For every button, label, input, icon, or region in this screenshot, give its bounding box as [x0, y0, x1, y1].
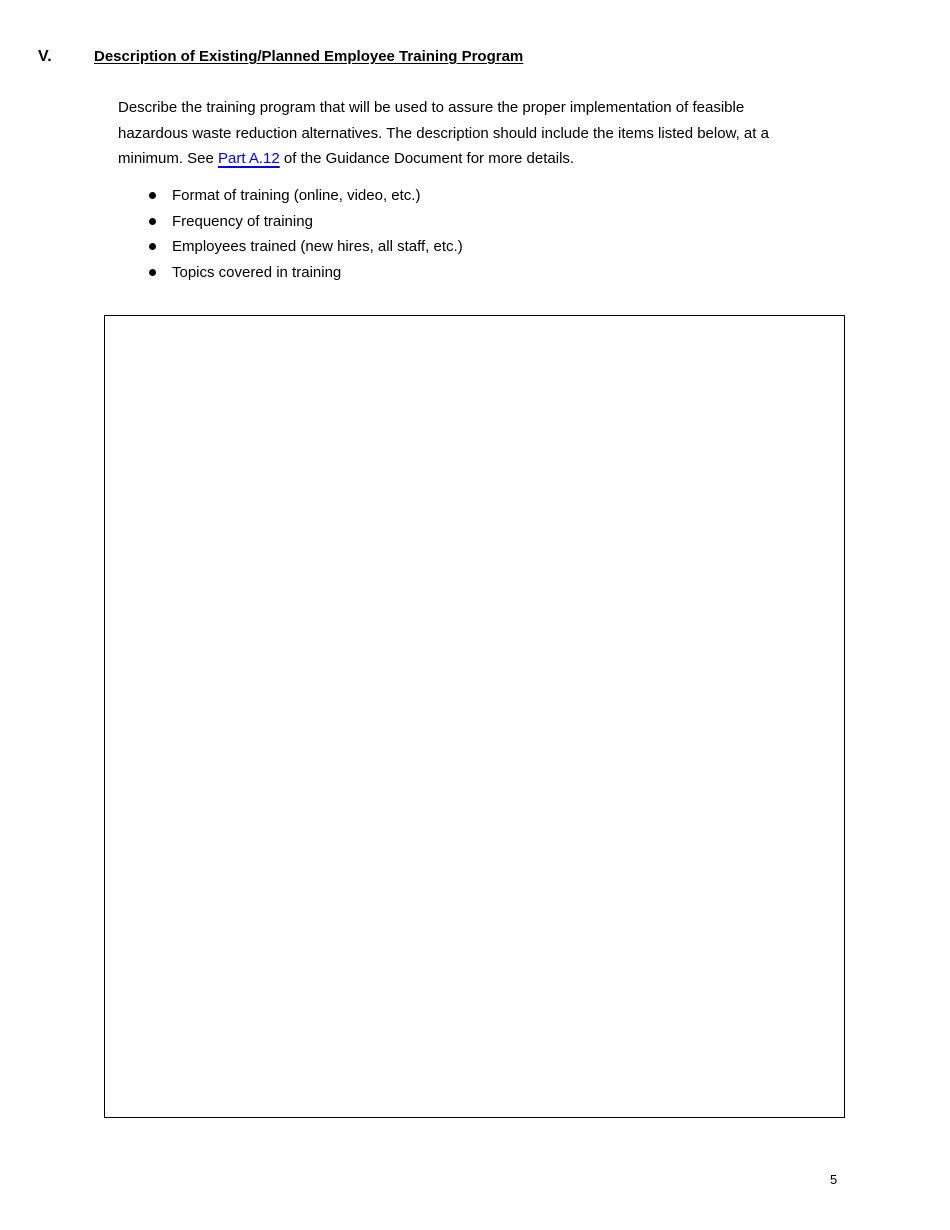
list-item [118, 209, 463, 235]
bullet-icon [149, 243, 156, 250]
list-item-text: Employees trained (new hires, all staff, etc.) [172, 238, 463, 255]
instructions-text-start: Describe the training program that will be used to assure the proper implementation of feasible hazardous waste reduction alternatives. The description should include the items listed below, at a minimum. See [118, 99, 769, 167]
bullet-icon [149, 218, 156, 225]
guidance-document-link[interactable]: Part A.12 [218, 150, 280, 167]
section-title: Description of Existing/Planned Employee Training Program [94, 48, 524, 65]
list-item [118, 183, 463, 209]
section-number: V. [38, 48, 52, 65]
instructions-text-end: of the Guidance Document for more details. [279, 150, 575, 167]
list-item-text: Frequency of training [172, 212, 313, 230]
bullet-icon [149, 269, 156, 276]
section-heading [38, 46, 838, 70]
list-item-text: Format of training (online, video, etc.) [172, 187, 421, 204]
page-number: 5 [830, 1172, 838, 1187]
list-item [118, 260, 463, 286]
training-description-field[interactable] [104, 315, 845, 1118]
required-items-list [118, 183, 463, 285]
bullet-icon [149, 192, 156, 199]
instructions-paragraph [118, 95, 808, 172]
list-item-text: Topics covered in training [172, 263, 342, 281]
list-item [118, 234, 463, 260]
